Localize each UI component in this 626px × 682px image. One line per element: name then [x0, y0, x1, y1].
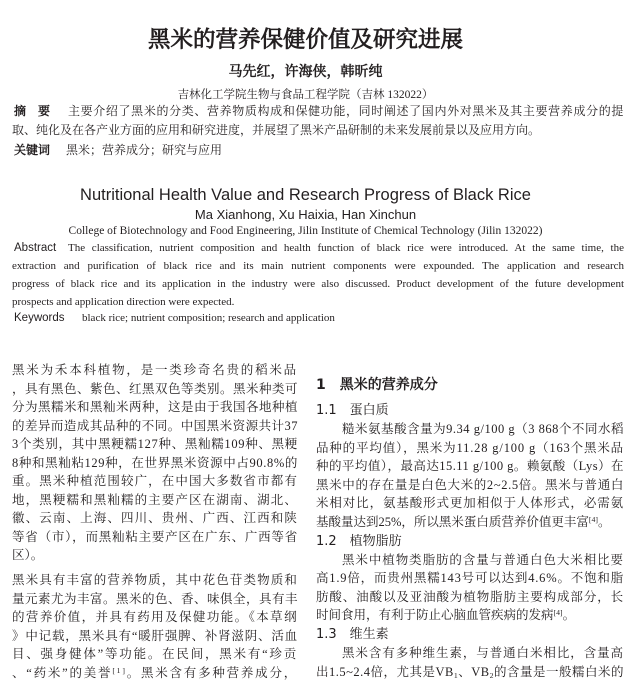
line-text: 黑米含有多种维生素，与普通白米相比，含量高	[342, 645, 624, 660]
line-text: 分为黑糯米和黑籼米两种，这是由于我国各地种植	[12, 400, 298, 414]
line-text: 黑米中植物类脂肪的含量与普通白色大米相比要	[342, 552, 624, 567]
section-heading: 1 黑米的营养成分	[316, 377, 438, 393]
body-line	[316, 476, 624, 495]
line-text: The classification, nutrient composition and health function of black rice were introduced. At the same time, the	[68, 242, 624, 254]
line-text: ，具有黑色、紫色、红黑双色等类别。黑米种类可	[12, 381, 298, 396]
paper-title: 黑米的营养保健价值及研究进展	[147, 27, 463, 53]
abstract-line	[12, 121, 624, 140]
text-segment: 。黑米含有多种营养成分，	[126, 665, 298, 680]
line-text: 黑米中的存在量是白色大米的2~2.5倍。黑米与普通白	[316, 477, 624, 492]
body-column-right	[316, 374, 624, 681]
english-keywords-text: black rice; nutrient composition; research and application	[82, 312, 335, 324]
abstract-line	[68, 102, 624, 121]
line-text: 地，黑粳糯和黑籼糯的主要产区在湖南、湖北、	[12, 492, 298, 507]
line-text: 重。黑米种植范围较广，在中国大多数省市都有	[12, 474, 298, 488]
body-line	[12, 645, 298, 664]
body-line	[12, 454, 298, 473]
body-line	[12, 627, 298, 646]
body-line	[12, 380, 298, 399]
line-text: 米相对比，氨基酸形式更加相似于人体形式，必需氨	[316, 496, 624, 511]
line-text: 3个类别，其中黑粳糯127种、黑籼糯109种、黑粳	[12, 437, 298, 451]
english-abstract-line	[68, 239, 624, 257]
body-line	[316, 457, 624, 476]
line-text	[316, 513, 610, 532]
line-text: progress of black rice and its application in the industry were also discussed. Product development of the future development	[12, 278, 624, 290]
body-line	[12, 608, 298, 627]
line-text	[12, 664, 298, 682]
body-line	[12, 491, 298, 510]
affiliation: 吉林化工学院生物与食品工程学院（吉林 132022）	[177, 89, 434, 101]
keywords-text: 黑米；营养成分；研究与应用	[66, 143, 223, 157]
body-line	[12, 664, 298, 682]
line-text: 等省（市），而黑籼粘主要产区在广东、广西等省	[12, 529, 298, 544]
line-text: 区）。	[12, 548, 44, 562]
body-paragraph	[316, 420, 624, 532]
line-text: 黑米具有丰富的营养物质，其中花色苷类物质和	[12, 573, 298, 587]
text-segment: 的含量是一般糯白米的	[494, 664, 624, 679]
text-segment: 、“药米”的美誉	[12, 665, 113, 680]
line-text: 目、强身健体”等功能。在民间，黑米有“珍贡	[12, 647, 298, 661]
body-line	[12, 417, 298, 436]
line-text: prospects and application direction were expected.	[12, 296, 235, 308]
body-paragraph	[12, 571, 298, 682]
abstract-text	[12, 102, 624, 139]
body-line	[12, 398, 298, 417]
line-text	[316, 663, 624, 682]
body-line	[316, 494, 624, 513]
line-text: 高1.9倍，而贵州黑糯143号可以达到4.6%。不饱和脂	[316, 571, 624, 586]
citation-ref: [1]	[112, 665, 127, 675]
line-text: 黑米为禾本科植物，是一类珍奇名贵的稻米品	[12, 363, 298, 377]
body-line	[316, 513, 624, 532]
body-line	[316, 663, 624, 682]
subsection-heading: 1.1 蛋白质	[316, 403, 389, 418]
line-text: 糙米氨基酸含量为9.34 g/100 g（3 868个不同水稻	[342, 422, 624, 436]
text-segment: 基酸量达到25%，所以黑米蛋白质营养价值更丰富	[316, 514, 589, 529]
line-text: 肪酸、油酸以及亚油酸为植物脂肪主要构成部分，长	[316, 589, 624, 604]
body-paragraph	[12, 361, 298, 565]
line-text	[316, 606, 575, 625]
english-title: Nutritional Health Value and Research Progress of Black Rice	[80, 186, 531, 204]
line-text: 主要介绍了黑米的分类、营养物质构成和保健功能，同时阐述了国内外对黑米及其主要营养成分的提	[68, 104, 624, 118]
author-list: 马先红，许海侠，韩昕纯	[228, 64, 383, 80]
abstract-label: 摘 要	[14, 104, 51, 118]
body-paragraph	[316, 551, 624, 625]
citation-ref: [4]	[553, 608, 563, 618]
text-segment: 出1.5~2.4倍，尤其是VB	[316, 664, 454, 679]
body-column-left	[12, 361, 298, 682]
text-segment: 、VB	[458, 664, 490, 679]
line-text: 种的平均值），最高达15.11 g/100 g。赖氨酸（Lys）在	[316, 459, 624, 474]
line-text: 》中记载，黑米具有“暖肝强脾、补肾滋阴、活血	[12, 628, 298, 643]
subscript: 2	[489, 670, 494, 680]
citation-ref: [4]	[588, 515, 598, 525]
line-text: 取、纯化及在各产业方面的应用和研究进度，并展望了黑米产品研制的未来发展前景以及应用方向。	[12, 122, 541, 137]
subsection-heading: 1.3 维生素	[316, 626, 389, 642]
english-abstract-label: Abstract	[14, 242, 57, 254]
body-line	[12, 571, 298, 590]
body-line	[316, 439, 624, 458]
english-keywords-label: Keywords	[14, 312, 65, 324]
english-author-list: Ma Xianhong, Xu Haixia, Han Xinchun	[194, 207, 417, 222]
text-segment: 。	[597, 514, 611, 529]
body-line	[316, 569, 624, 588]
subsection-heading: 1.2 植物脂肪	[316, 533, 402, 549]
keywords-label: 关键词	[14, 143, 51, 157]
text-segment: 时间食用，有利于防止心脑血管疾病的发病	[316, 608, 554, 623]
body-line	[12, 361, 298, 380]
english-abstract-line	[12, 257, 624, 275]
body-line	[12, 546, 298, 565]
body-line	[316, 606, 624, 625]
english-affiliation: College of Biotechnology and Food Engineering, Jilin Institute of Chemical Technology (Jilin 132022)	[68, 225, 543, 237]
english-abstract-text	[12, 239, 624, 311]
line-text: extraction and purification of black rice and its main nutrient components were expounded. The application and research	[12, 260, 624, 272]
line-text: 徽、云南、上海、四川、贵州、广西、江西和陕	[12, 511, 298, 525]
body-line	[342, 644, 624, 663]
english-abstract-line	[12, 275, 624, 293]
line-text: 的营养价值，并具有药用及保健功能。《本草纲	[12, 610, 298, 624]
body-line	[342, 551, 624, 570]
line-text: 量元素尤为丰富。黑米的色、香、味俱全，具有丰	[12, 591, 298, 606]
body-line	[12, 509, 298, 528]
text-segment: 。	[562, 608, 576, 623]
body-line	[12, 472, 298, 491]
body-line	[12, 528, 298, 547]
body-line	[342, 420, 624, 439]
body-line	[12, 435, 298, 454]
body-paragraph	[316, 644, 624, 681]
body-line	[12, 590, 298, 609]
line-text: 8种和黑籼粘129种，在世界黑米资源中占90.8%的	[12, 455, 298, 470]
subscript: 1	[453, 670, 459, 680]
line-text: 的差异而造成其品种的不同。中国黑米资源共计37	[12, 418, 298, 433]
line-text: 品种的平均值），黑米为11.28 g/100 g（163个黑米品	[316, 440, 624, 455]
body-line	[316, 588, 624, 607]
